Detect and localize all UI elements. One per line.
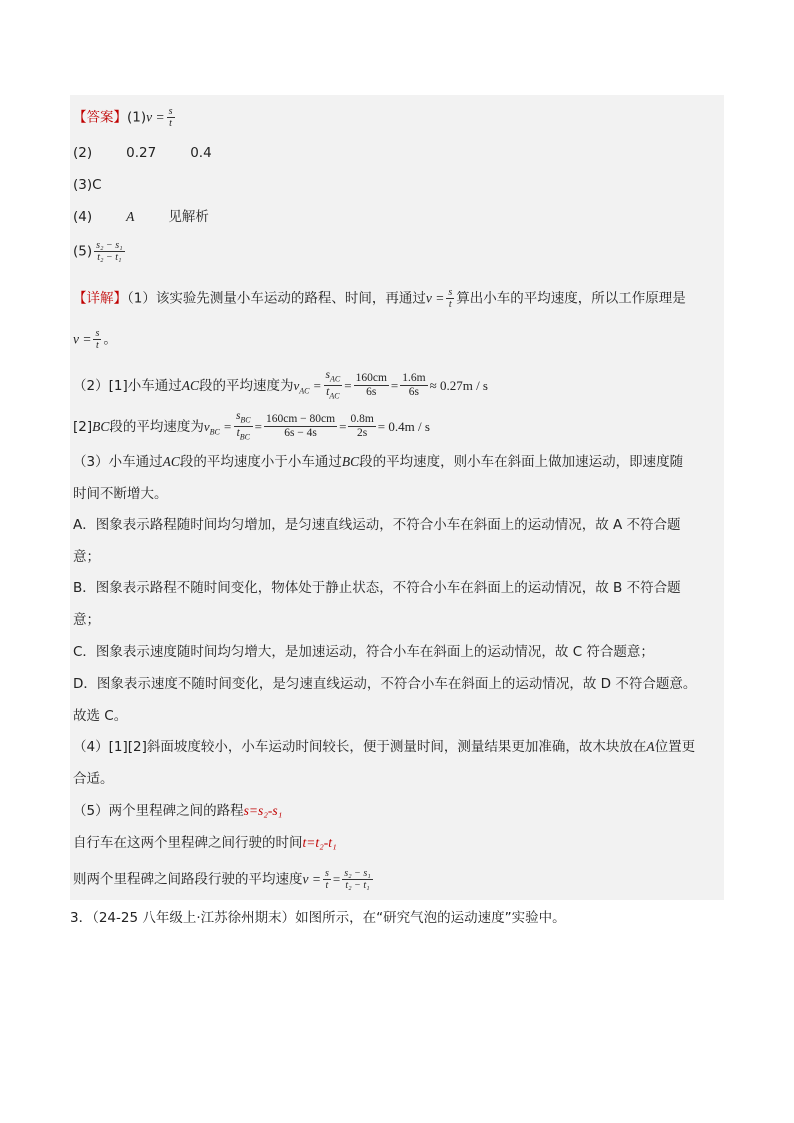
q2-prefix: (2)	[73, 145, 93, 161]
next-question: 3．（24-25 八年级上·江苏徐州期末）如图所示，在“研究气泡的运动速度”实验中。	[70, 910, 566, 926]
detail-p1-line2-end: 。	[103, 331, 117, 348]
detail-p2-frac-3: $\frac{1.6m}{6s}$	[402, 372, 426, 399]
detail-p7	[70, 833, 727, 853]
detail-p8-frac-2: $\frac{\text{s₂ − s₁}}{\text{t₂ − t₁}}$	[344, 868, 371, 891]
q5-fraction: $\frac{\text{s₂ − s₁}}{\text{t₂ − t₁}}$	[96, 240, 123, 263]
q2-value-1: 0.27	[126, 145, 157, 161]
detail-p3-result: = 0.4m / s	[377, 418, 430, 434]
detail-p1-text-a: （1）该实验先测量小车运动的路程、时间，再通过	[127, 290, 426, 307]
detail-p2-ac: AC	[181, 377, 199, 393]
detail-p6	[70, 801, 727, 821]
detail-p1-formula: v =	[425, 290, 445, 306]
option-a-line2: 意；	[73, 549, 100, 565]
detail-p4-text-b: 段的平均速度小于小车通过	[179, 454, 342, 470]
detail-p8-text: 则两个里程碑之间路段行驶的平均速度	[73, 871, 303, 888]
answer-q1	[70, 106, 727, 129]
detail-p8-frac-1: $\frac{s}{t}$	[324, 868, 329, 891]
detail-p4-text-c: 段的平均速度，则小车在斜面上做加速运动，即速度随	[359, 454, 684, 470]
detail-p2: （2）[1]小车通过AC段的平均速度为$v_{AC}$ = $\frac{s_{AC}}{t_{AC}}$ = $\frac{160cm}{6s}$ = $\frac{1.6m}{6s}$ ≈ 0.27m / s	[73, 369, 488, 401]
answer-q4	[70, 207, 727, 227]
detail-p2-result: ≈ 0.27m / s	[429, 377, 488, 393]
option-b-line1: B．图象表示路程不随时间变化，物体处于静止状态，不符合小车在斜面上的运动情况，故 B 不符合题	[73, 580, 681, 596]
detail-p3-text-b: 段的平均速度为	[109, 418, 204, 435]
detail-p5-line1	[70, 737, 727, 757]
detail-p2-frac-1: $\frac{s_{AC}}{t_{AC}}$	[325, 369, 341, 401]
q1-formula: v =	[146, 109, 165, 125]
detail-p1-line2-fraction: $\frac{s}{t}$	[95, 328, 100, 351]
detail-p3-text-a: [2]	[73, 418, 93, 435]
detail-p4-bc: BC	[341, 454, 360, 469]
detail-label: 【详解】	[73, 290, 127, 307]
detail-p8: 则两个里程碑之间路段行驶的平均速度v = $\frac{s}{t}$ = $\frac{\text{s₂ − s₁}}{\text{t₂ − t₁}}$	[73, 868, 371, 891]
detail-p4-line2: 时间不断增大。	[73, 486, 168, 502]
detail-p7-formula: t=t₂-t₁	[302, 835, 337, 850]
detail-p1-line2	[70, 328, 727, 351]
q2-value-2: 0.4	[190, 145, 212, 161]
option-a-line1: A．图象表示路程随时间均匀增加，是匀速直线运动，不符合小车在斜面上的运动情况，故 A 不符合题	[73, 517, 681, 533]
choose-answer: 故选 C。	[73, 708, 128, 724]
detail-p5-text-a: （4）[1][2]斜面坡度较小，小车运动时间较长，便于测量时间，测量结果更加准确，故木块放在	[73, 739, 647, 755]
detail-p3-frac-3: $\frac{0.8m}{2s}$	[350, 413, 374, 440]
option-b-line2: 意；	[73, 612, 100, 628]
detail-p2-frac-2: $\frac{160cm}{6s}$	[355, 372, 387, 399]
detail-p5-text-b: 位置更	[654, 739, 696, 755]
detail-p1-text-b: 算出小车的平均速度，所以工作原理是	[456, 290, 686, 307]
detail-p7-text: 自行车在这两个里程碑之间行驶的时间	[73, 835, 303, 851]
q1-fraction: $\frac{s}{t}$	[168, 106, 173, 129]
detail-p4-line1	[70, 452, 727, 472]
detail-p1-line2-formula: v =	[73, 331, 92, 347]
detail-p3: [2]BC段的平均速度为$v_{BC}$ = $\frac{s_{BC}}{t_{BC}}$ = $\frac{160cm - 80cm}{6s - 4s}$ = $\frac{0.8m}{2s}$ = 0.4m / s	[73, 410, 430, 442]
detail-p3-bc: BC	[92, 418, 110, 434]
detail-p3-frac-1: $\frac{s_{BC}}{t_{BC}}$	[235, 410, 251, 442]
q1-prefix: (1)	[127, 109, 147, 126]
answer-q3	[70, 175, 727, 195]
q5-prefix: (5)	[73, 243, 93, 260]
detail-p3-frac-2: $\frac{160cm - 80cm}{6s - 4s}$	[266, 413, 336, 440]
detail-p2-text-b: 段的平均速度为	[198, 377, 294, 394]
detail-p2-text-a: （2）[1]小车通过	[73, 377, 182, 394]
detail-p4-ac: AC	[162, 454, 180, 469]
option-d: D．图象表示速度不随时间变化，是匀速直线运动，不符合小车在斜面上的运动情况，故 D 不符合题意。	[73, 676, 697, 692]
detail-p1-line1	[70, 287, 727, 310]
detail-p2-v-ac: $v_{AC}$ =	[293, 377, 322, 396]
q3-text: (3)C	[73, 177, 102, 193]
q4-value-2: 见解析	[168, 209, 209, 225]
detail-p6-text: （5）两个里程碑之间的路程	[73, 803, 244, 819]
detail-p8-formula: v =	[302, 871, 321, 887]
detail-p1-fraction: $\frac{s}{t}$	[448, 287, 453, 310]
detail-p4-text-a: （3）小车通过	[73, 454, 163, 470]
q4-value-1: A	[126, 209, 135, 224]
option-c: C．图象表示速度随时间均匀增大，是加速运动，符合小车在斜面上的运动情况，故 C 符合题意；	[73, 644, 654, 660]
detail-p3-v-bc: $v_{BC}$ =	[203, 418, 232, 437]
answer-q5	[70, 240, 727, 263]
answer-label: 【答案】	[73, 109, 127, 126]
answer-q2	[70, 143, 727, 163]
detail-p6-formula: s=s₂-s₁	[243, 803, 283, 818]
detail-p5-a: A	[646, 739, 655, 754]
q4-prefix: (4)	[73, 209, 93, 225]
detail-p5-line2: 合适。	[73, 771, 114, 787]
